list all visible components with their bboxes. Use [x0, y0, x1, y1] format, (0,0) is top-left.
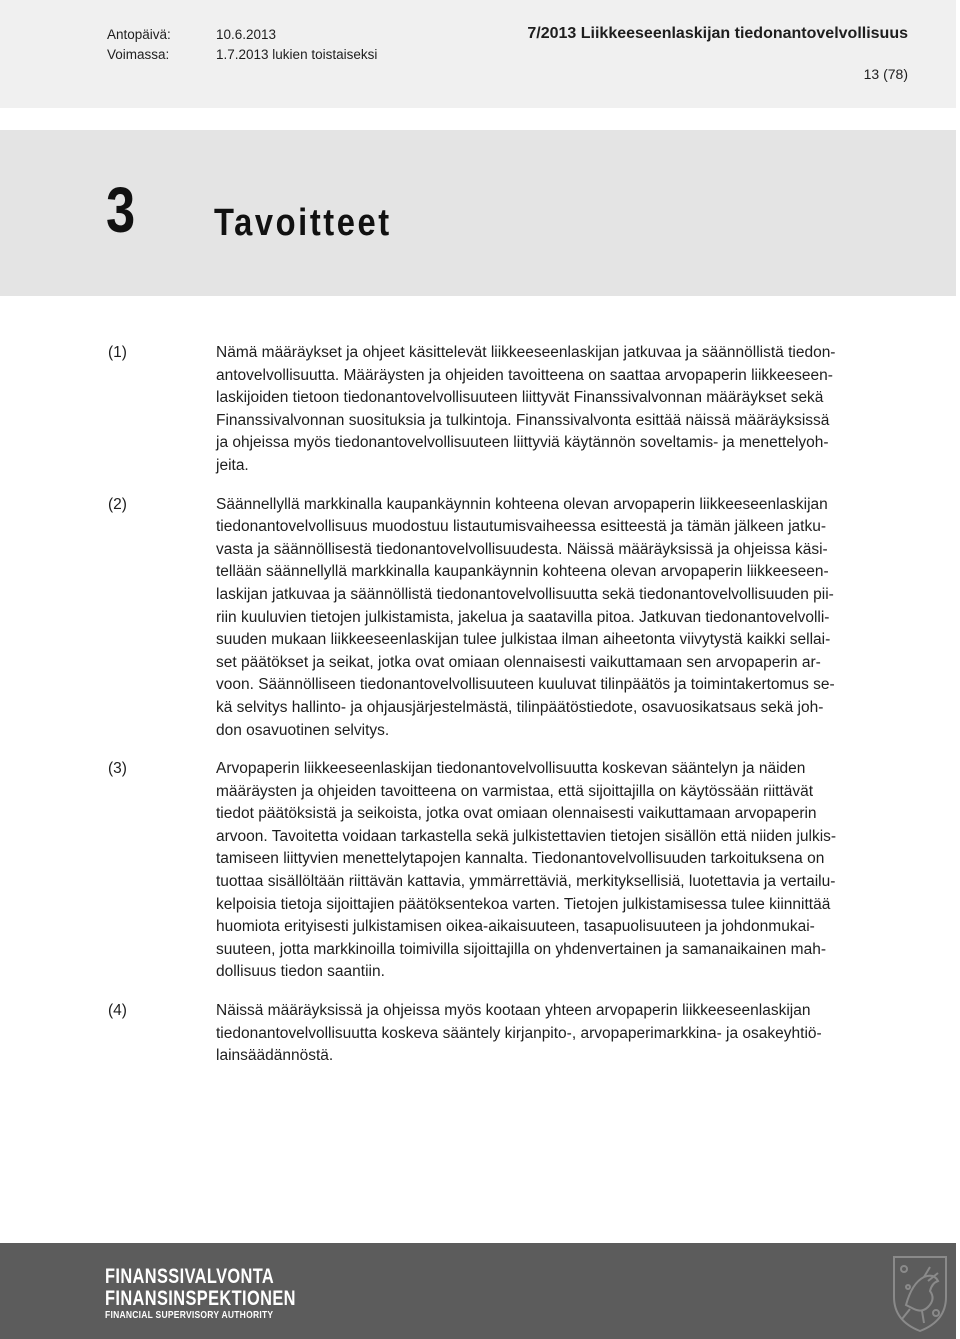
text-line: don osavuotinen selvitys. [216, 721, 390, 739]
text-line: lainsäädännöstä. [216, 1047, 334, 1065]
paragraph-number: (2) [108, 495, 127, 513]
paragraph [0, 1000, 956, 1068]
paragraph-text [216, 758, 906, 984]
text-line: tellään säännellyllä markkinalla kaupankäynnin kohteena olevan arvopaperin liikkeeseen- [216, 563, 829, 581]
text-line: määräysten ja ohjeiden tavoitteena on varmistaa, että sijoittajilla on käytössään riittävät [216, 782, 814, 800]
text-line: Säännellyllä markkinalla kaupankäynnin kohteena olevan arvopaperin liikkeeseenlaskijan [216, 495, 828, 513]
text-line: riin kuuluvien tietojen julkistamista, jakelua ja saatavilla pitoa. Jatkuvan tiedonantovelvolli- [216, 608, 830, 626]
text-line: dollisuus tiedon saantiin. [216, 963, 385, 981]
text-line: tiedonantovelvollisuutta koskeva sääntely kirjanpito-, arvopaperimarkkina- ja osakeyhtiö- [216, 1024, 822, 1042]
page-footer [0, 1243, 956, 1339]
text-line: arvoon. Tavoitetta voidaan tarkastella sekä julkistettavien tietojen sisällön että niiden julkis- [216, 827, 837, 845]
paragraph-text [216, 1000, 906, 1068]
page-header [0, 0, 956, 108]
text-line: tiedonantovelvollisuus muodostuu listautumisvaiheessa esitteestä ja tämän jälkeen jatku- [216, 518, 827, 536]
text-line: tamiseen liittyvien menettelytapojen kannalta. Tiedonantovelvollisuuden tarkoituksena on [216, 850, 825, 868]
paragraph [0, 342, 956, 478]
valid-label: Voimassa: [107, 47, 170, 62]
page-number: 13 (78) [863, 66, 908, 82]
text-line: suuteen, jotta markkinoilla toimivilla sijoittajilla on yhdenvertainen ja samanaikainen mah- [216, 940, 826, 958]
valid-from: 1.7.2013 lukien toistaiseksi [216, 47, 378, 62]
paragraph-text [216, 494, 906, 743]
body-text [0, 342, 956, 1084]
paragraph-number: (4) [108, 1002, 127, 1020]
text-line: tuottaa sisällöltään riittävän kattavia, ymmärrettäviä, merkityksellisiä, luotettavia ja vertailu- [216, 873, 836, 891]
paragraph-text [216, 342, 906, 478]
chapter-title: Tavoitteet [214, 202, 392, 244]
text-line: voon. Säännölliseen tiedonantovelvollisuuteen kuuluvat tilinpäätös ja toimintakertomus se- [216, 676, 835, 694]
text-line: set päätökset ja seikat, jotka ovat omiaan olennaisesti vaikuttamaan sen arvopaperin ar- [216, 653, 821, 671]
paragraph [0, 494, 956, 743]
text-line: jeita. [216, 456, 249, 474]
text-line: ja ohjeissa myös tiedonantovelvollisuuteen liittyviä käytännön soveltamis- ja menettelyoh- [216, 434, 829, 452]
text-line: Arvopaperin liikkeeseenlaskijan tiedonantovelvollisuutta koskevan sääntelyn ja näiden [216, 760, 806, 778]
paragraph-number: (3) [108, 760, 127, 778]
published-date: 10.6.2013 [216, 27, 277, 42]
brand-name-swedish: FINANSINSPEKTIONEN [105, 1287, 296, 1310]
text-line: Nämä määräykset ja ohjeet käsittelevät liikkeeseenlaskijan jatkuvaa ja säännöllistä tiedon- [216, 344, 836, 361]
brand-name-finnish: FINANSSIVALVONTA [105, 1265, 275, 1288]
document-title: 7/2013 Liikkeeseenlaskijan tiedonantovelvollisuus [527, 25, 908, 42]
text-line: tiedot päätöksistä ja seikoista, jotka ovat omiaan olennaisesti vaikuttamaan arvopaperin [216, 805, 817, 823]
text-line: antovelvollisuutta. Määräysten ja ohjeiden tavoitteena on saattaa arvopaperin liikkeeseen- [216, 366, 833, 384]
text-line: Näissä määräyksissä ja ohjeissa myös kootaan yhteen arvopaperin liikkeeseenlaskijan [216, 1002, 811, 1020]
text-line: Finanssivalvonnan suosituksia ja tulkintoja. Finanssivalvonta esittää näissä määräyksissä [216, 411, 830, 429]
text-line: vasta ja säännöllisestä tiedonantovelvollisuudesta. Näissä määräyksissä ja ohjeissa käsi- [216, 540, 828, 558]
paragraph [0, 758, 956, 984]
chapter-heading [0, 130, 956, 296]
text-line: laskijoiden tietoon tiedonantovelvollisuuteen liittyvät Finanssivalvonnan määräykset sekä [216, 389, 824, 407]
paragraph-number: (1) [108, 344, 127, 361]
lion-crest-icon [884, 1247, 956, 1335]
text-line: laskijan jatkuvaa ja säännöllistä tiedonantovelvollisuutta sekä tiedonantovelvollisuuden pii- [216, 585, 834, 603]
brand-name-english: FINANCIAL SUPERVISORY AUTHORITY [105, 1310, 274, 1321]
text-line: huomiota erityisesti julkistamisen oikea-aikaisuuteen, tasapuolisuuteen ja johdonmukai- [216, 918, 815, 936]
published-label: Antopäivä: [107, 27, 171, 42]
text-line: suuden mukaan liikkeeseenlaskijan tulee julkistaa ilman aiheetonta viivytystä kaikki sellai- [216, 631, 831, 649]
chapter-number: 3 [106, 174, 136, 246]
text-line: kä selvitys hallinto- ja ohjausjärjestelmästä, tilinpäätöstiedote, osavuosikatsaus sekä joh- [216, 698, 824, 716]
text-line: kelpoisia tietoja sijoittajien päätöksentekoa varten. Tietojen julkistamisessa tulee kiinnittää [216, 895, 831, 913]
